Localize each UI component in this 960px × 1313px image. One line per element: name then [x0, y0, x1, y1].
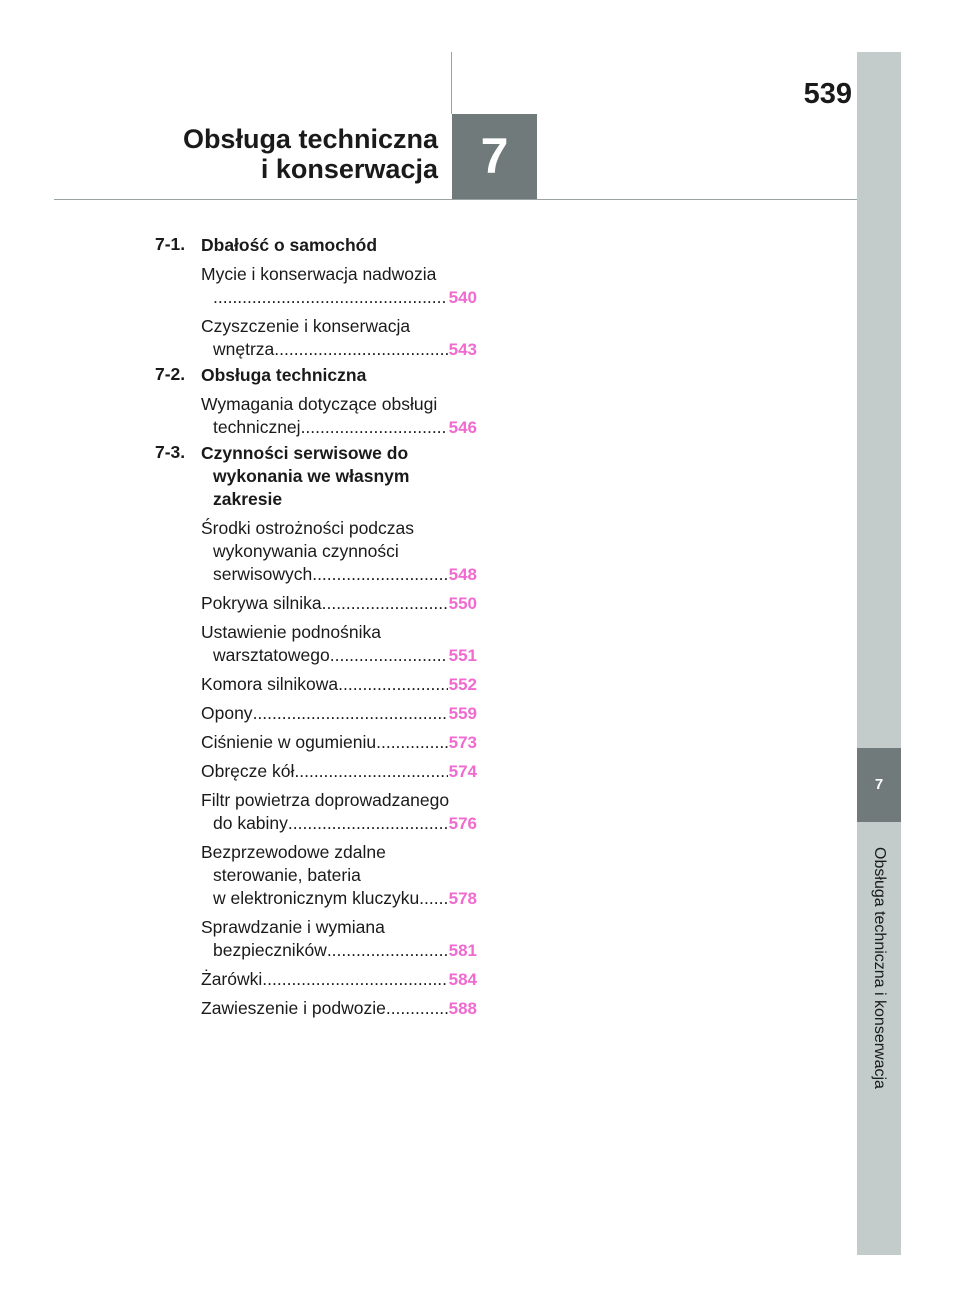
entry-text-line: wnętrza: [213, 339, 275, 359]
toc-entry[interactable]: [201, 592, 477, 615]
page-reference-link[interactable]: 584: [448, 970, 477, 989]
entry-text-line: Ciśnienie w ogumieniu: [201, 732, 377, 752]
page-reference-link[interactable]: 550: [448, 594, 477, 613]
chapter-number-box: 7: [452, 114, 537, 199]
section-title-line: wykonania we własnym: [213, 466, 410, 486]
entry-text-line: Żarówki: [201, 969, 263, 989]
entry-text-line: Ustawienie podnośnika: [201, 622, 381, 642]
entry-text-line: Obręcze kół: [201, 761, 295, 781]
toc-entry[interactable]: [201, 621, 477, 667]
toc-section: [155, 234, 477, 361]
toc-entry[interactable]: [201, 731, 477, 754]
toc-entry[interactable]: [201, 789, 477, 835]
entry-text-line: Bezprzewodowe zdalne: [201, 842, 386, 862]
toc-section: [155, 364, 477, 439]
entry-text-line: sterowanie, bateria: [213, 865, 361, 885]
dot-leader: [312, 563, 447, 586]
entry-text-line: Filtr powietrza doprowadzanego: [201, 790, 450, 810]
entry-text-line: Środki ostrożności podczas: [201, 518, 415, 538]
page-reference-link[interactable]: 546: [448, 418, 477, 437]
section-title-line: zakresie: [213, 489, 283, 509]
toc-entry[interactable]: [201, 393, 477, 439]
dot-leader: [253, 702, 448, 725]
header-horizontal-rule: [54, 199, 858, 200]
dot-leader: [327, 939, 448, 962]
section-title: [201, 442, 477, 511]
entry-text-line: Sprawdzanie i wymiana: [201, 917, 385, 937]
dot-leader: [322, 592, 448, 615]
entry-text-line: Komora silnikowa: [201, 674, 339, 694]
entry-text-line: Wymagania dotyczące obsługi: [201, 394, 438, 414]
dot-leader: [294, 760, 447, 783]
toc-entry[interactable]: [201, 315, 477, 361]
entry-text-line: warsztatowego: [213, 645, 330, 665]
page-number: 539: [803, 78, 852, 110]
entry-text-line: bezpieczników: [213, 940, 327, 960]
page-reference-link[interactable]: 574: [448, 762, 477, 781]
dot-leader: [338, 673, 447, 696]
page-reference-link[interactable]: 540: [448, 288, 477, 307]
entry-text-line: Mycie i konserwacja nadwozia: [201, 264, 437, 284]
toc-section: [155, 442, 477, 1020]
section-title-line: Obsługa techniczna: [201, 365, 367, 385]
section-number: 7-2.: [155, 364, 186, 384]
header-vertical-rule: [451, 52, 452, 114]
chapter-title-line-1: Obsługa techniczna: [182, 124, 438, 154]
page-reference-link[interactable]: 559: [448, 704, 477, 723]
entry-text-line: wykonywania czynności: [213, 541, 399, 561]
dot-leader: [288, 812, 448, 835]
toc-entry[interactable]: [201, 841, 477, 910]
entry-text-line: Czyszczenie i konserwacja: [201, 316, 411, 336]
entry-text-line: serwisowych: [213, 564, 313, 584]
entry-text-line: technicznej: [213, 417, 301, 437]
side-tab-number[interactable]: 7: [857, 748, 901, 822]
entry-text-line: do kabiny: [213, 813, 288, 833]
toc-entry[interactable]: [201, 997, 477, 1020]
section-title: [201, 364, 477, 387]
side-tab-label-text: Obsługa techniczna i konserwacja: [871, 847, 888, 1089]
chapter-title-line-2: i konserwacja: [260, 154, 438, 184]
section-number: 7-1.: [155, 234, 186, 254]
entry-text-line: Pokrywa silnika: [201, 593, 322, 613]
table-of-contents: [155, 234, 477, 1023]
dot-leader: [419, 887, 447, 910]
section-title-line: Czynności serwisowe do: [201, 443, 409, 463]
page-reference-link[interactable]: 548: [448, 565, 477, 584]
page-reference-link[interactable]: 543: [448, 340, 477, 359]
page-reference-link[interactable]: 573: [448, 733, 477, 752]
toc-entry[interactable]: [201, 702, 477, 725]
entry-text-line: Zawieszenie i podwozie: [201, 998, 386, 1018]
section-title-line: Dbałość o samochód: [201, 235, 378, 255]
dot-leader: [213, 286, 448, 309]
toc-entry[interactable]: [201, 916, 477, 962]
dot-leader: [386, 997, 448, 1020]
section-title: [201, 234, 477, 257]
page-reference-link[interactable]: 576: [448, 814, 477, 833]
page-reference-link[interactable]: 551: [448, 646, 477, 665]
page-reference-link[interactable]: 581: [448, 941, 477, 960]
dot-leader: [376, 731, 448, 754]
entry-text-line: w elektronicznym kluczyku: [213, 888, 420, 908]
page-reference-link[interactable]: 552: [448, 675, 477, 694]
dot-leader: [274, 338, 447, 361]
toc-entry[interactable]: [201, 968, 477, 991]
page-reference-link[interactable]: 588: [448, 999, 477, 1018]
toc-entry[interactable]: [201, 673, 477, 696]
page-reference-link[interactable]: 578: [448, 889, 477, 908]
dot-leader: [330, 644, 448, 667]
toc-entry[interactable]: [201, 263, 477, 309]
dot-leader: [301, 416, 448, 439]
dot-leader: [262, 968, 447, 991]
entry-text-line: Opony: [201, 703, 253, 723]
toc-entry[interactable]: [201, 517, 477, 586]
section-number: 7-3.: [155, 442, 186, 462]
chapter-title: [120, 124, 438, 184]
toc-entry[interactable]: [201, 760, 477, 783]
